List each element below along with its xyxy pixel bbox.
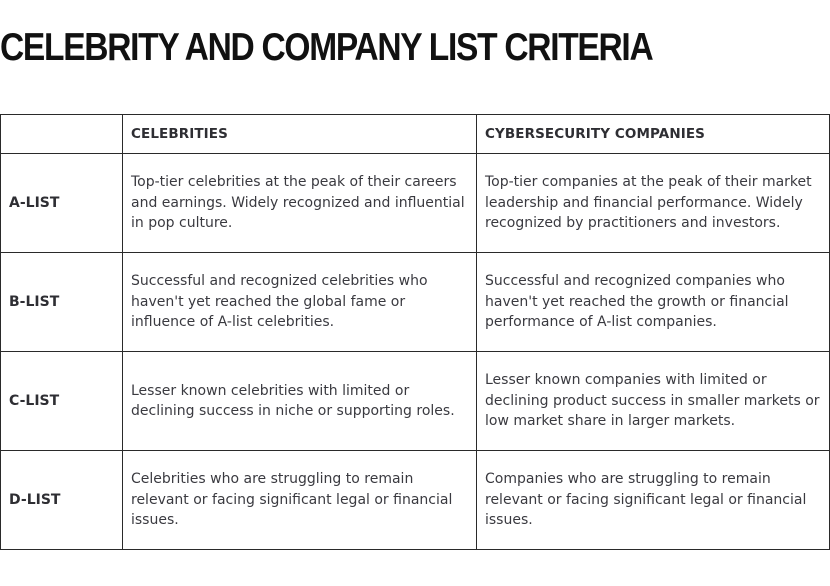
celebrities-cell-c-list: Lesser known celebrities with limited or declining success in niche or supporting roles. xyxy=(123,352,477,451)
table-row-b-list xyxy=(1,253,830,352)
table-row-a-list xyxy=(1,154,830,253)
criteria-table xyxy=(0,114,830,550)
companies-cell-b-list: Successful and recognized companies who haven't yet reached the growth or financial performance of A-list companies. xyxy=(477,253,830,352)
companies-cell-d-list: Companies who are struggling to remain relevant or facing significant legal or financial issues. xyxy=(477,451,830,550)
companies-cell-a-list: Top-tier companies at the peak of their market leadership and financial performance. Widely recognized by practitioners and investors. xyxy=(477,154,830,253)
celebrities-cell-a-list: Top-tier celebrities at the peak of their careers and earnings. Widely recognized and influential in pop culture. xyxy=(123,154,477,253)
table-row-d-list xyxy=(1,451,830,550)
header-empty-cell xyxy=(1,115,123,154)
table-row-c-list xyxy=(1,352,830,451)
header-celebrities: CELEBRITIES xyxy=(123,115,477,154)
page-title: CELEBRITY AND COMPANY LIST CRITERIA xyxy=(0,26,653,69)
header-cybersecurity-companies: CYBERSECURITY COMPANIES xyxy=(477,115,830,154)
celebrities-cell-d-list: Celebrities who are struggling to remain relevant or facing significant legal or financial issues. xyxy=(123,451,477,550)
row-label-c-list: C-LIST xyxy=(1,352,123,451)
companies-cell-c-list: Lesser known companies with limited or declining product success in smaller markets or low market share in larger markets. xyxy=(477,352,830,451)
row-label-a-list: A-LIST xyxy=(1,154,123,253)
celebrities-cell-b-list: Successful and recognized celebrities who haven't yet reached the global fame or influence of A-list celebrities. xyxy=(123,253,477,352)
table-header-row xyxy=(1,115,830,154)
row-label-b-list: B-LIST xyxy=(1,253,123,352)
row-label-d-list: D-LIST xyxy=(1,451,123,550)
